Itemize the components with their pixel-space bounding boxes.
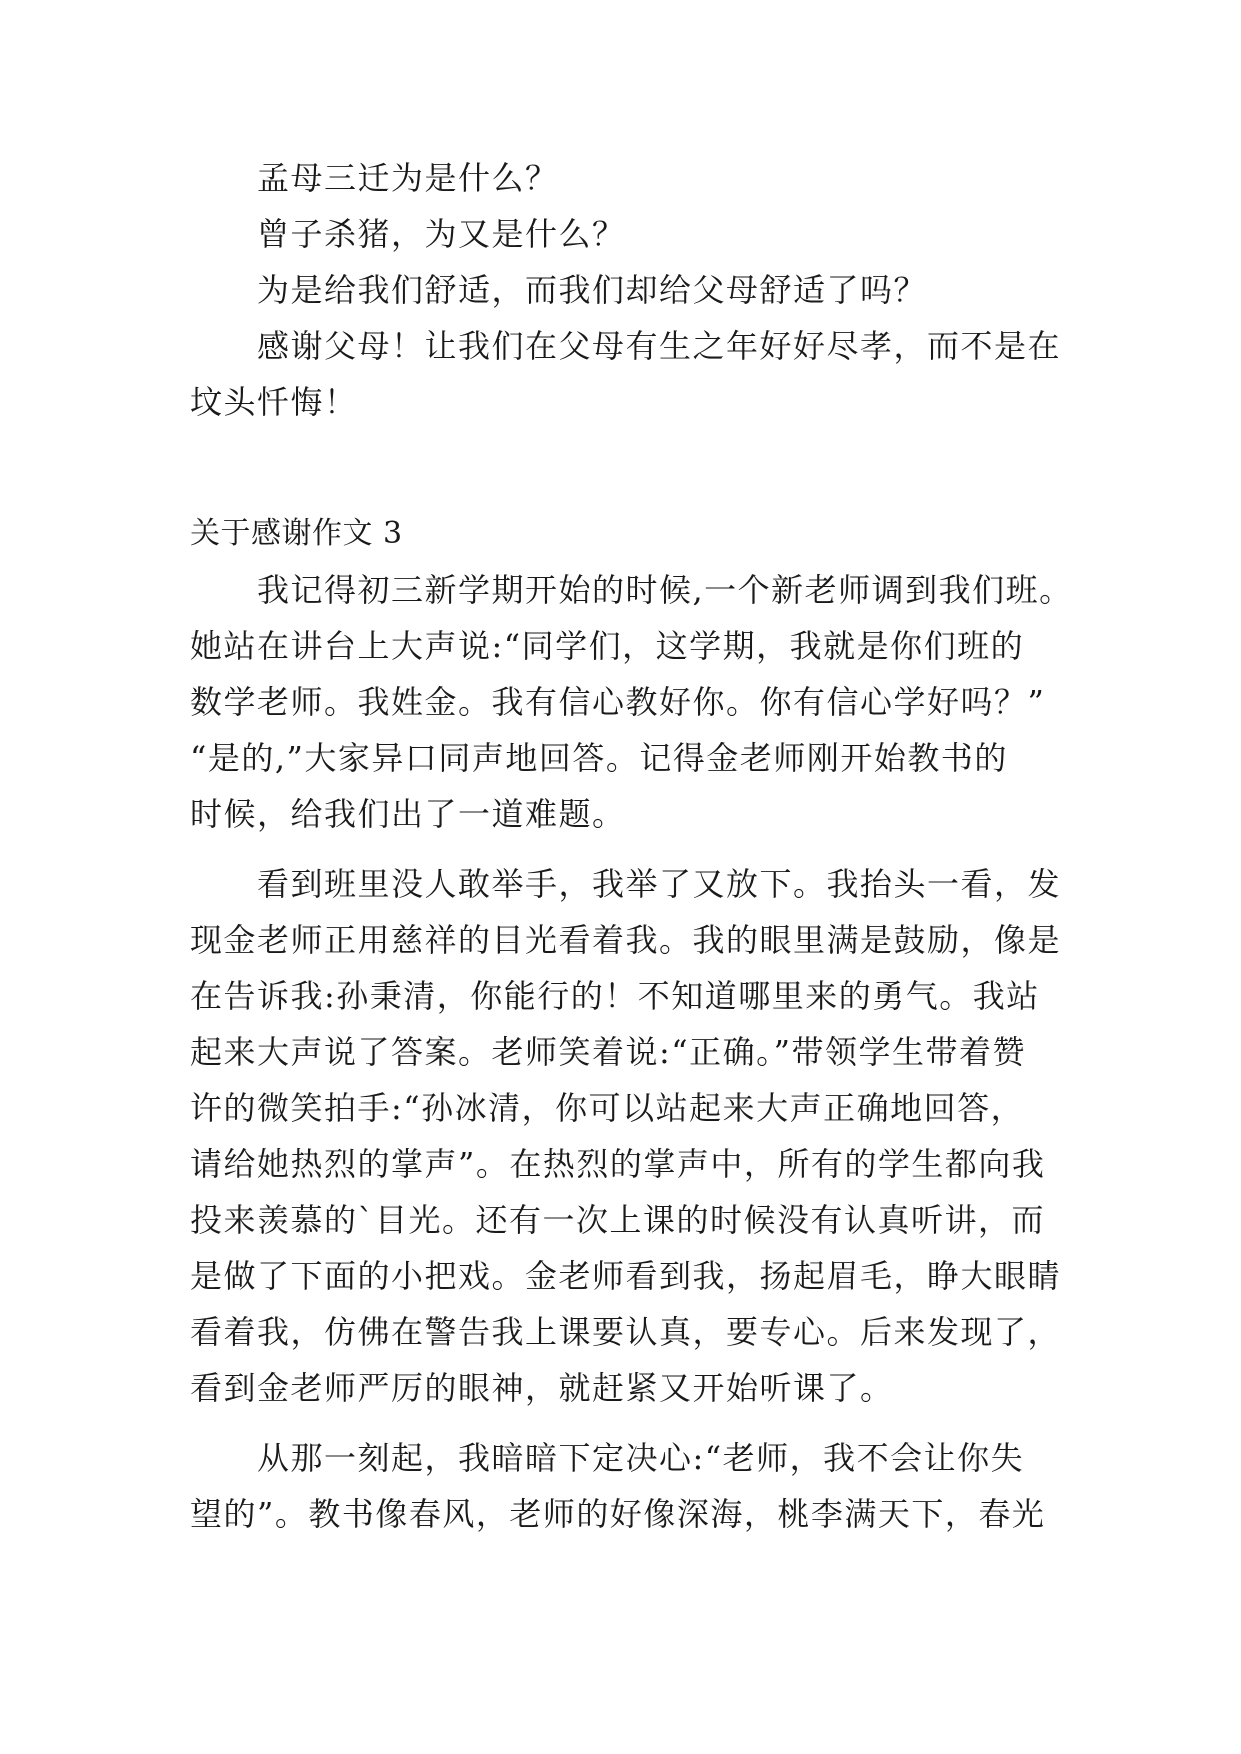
text-line: 为是给我们舒适，而我们却给父母舒适了吗？	[257, 271, 928, 309]
text-line: 看着我，仿佛在警告我上课要认真，要专心。后来发现了，	[190, 1313, 1062, 1351]
text-line: 请给她热烈的掌声”。在热烈的掌声中，所有的学生都向我	[190, 1145, 1046, 1183]
text-line: 我记得初三新学期开始的时候,一个新老师调到我们班。	[257, 571, 1073, 609]
text-line: 许的微笑拍手:“孙冰清，你可以站起来大声正确地回答，	[190, 1089, 1025, 1127]
text-line: 看到金老师严厉的眼神，就赶紧又开始听课了。	[190, 1369, 894, 1407]
section-heading: 关于感谢作文 3	[190, 516, 403, 551]
text-line: 从那一刻起，我暗暗下定决心:“老师，我不会让你失	[257, 1439, 1025, 1477]
text-line: 起来大声说了答案。老师笑着说:“正确。”带领学生带着赞	[190, 1033, 1027, 1071]
text-line: 她站在讲台上大声说:“同学们，这学期，我就是你们班的	[190, 627, 1025, 665]
text-line: 在告诉我:孙秉清，你能行的！不知道哪里来的勇气。我站	[190, 977, 1040, 1015]
text-line: 数学老师。我姓金。我有信心教好你。你有信心学好吗？”	[190, 683, 1046, 721]
text-line: 时候，给我们出了一道难题。	[190, 795, 626, 833]
text-line: 是做了下面的小把戏。金老师看到我，扬起眉毛，睁大眼睛	[190, 1257, 1062, 1295]
text-line: 看到班里没人敢举手，我举了又放下。我抬头一看，发	[257, 865, 1062, 903]
text-line: 感谢父母！让我们在父母有生之年好好尽孝，而不是在	[257, 327, 1062, 365]
text-line: 现金老师正用慈祥的目光看着我。我的眼里满是鼓励，像是	[190, 921, 1062, 959]
text-line: “是的,”大家异口同声地回答。记得金老师刚开始教书的	[190, 739, 1008, 777]
text-line: 望的”。教书像春风，老师的好像深海，桃李满天下，春光	[190, 1495, 1046, 1533]
text-line: 曾子杀猪，为又是什么？	[257, 215, 626, 253]
text-line: 投来羡慕的`目光。还有一次上课的时候没有认真听讲，而	[190, 1201, 1046, 1239]
text-line: 坟头忏悔！	[190, 383, 358, 421]
text-line: 孟母三迁为是什么？	[257, 159, 559, 197]
